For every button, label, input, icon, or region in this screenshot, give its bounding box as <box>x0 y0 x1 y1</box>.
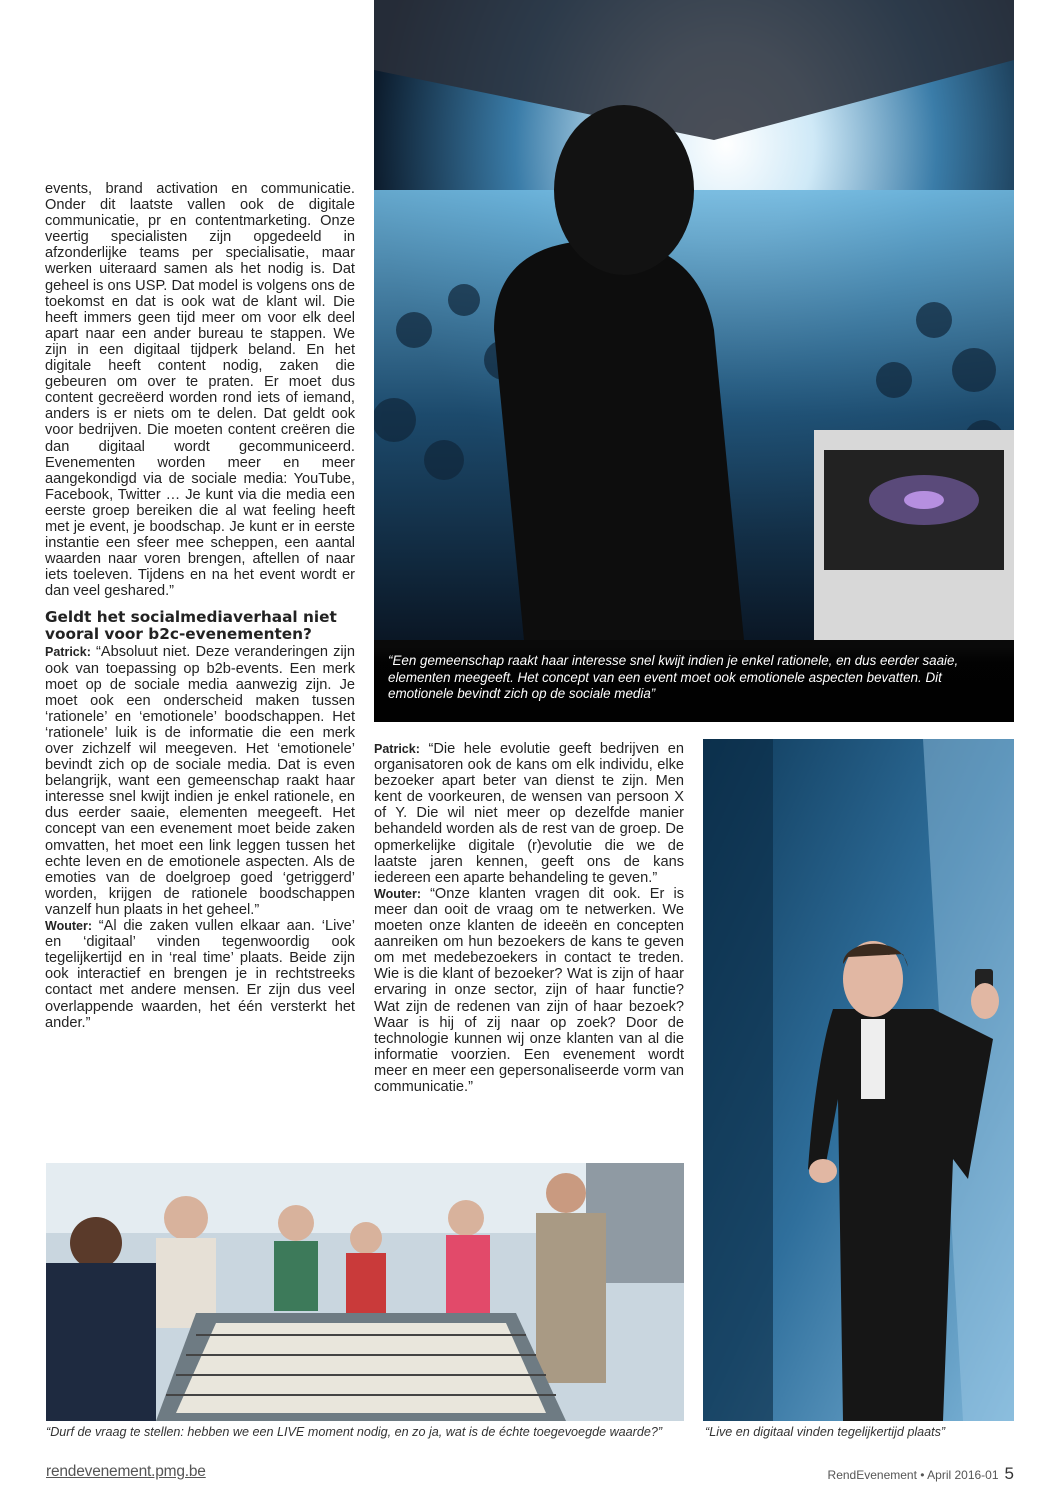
middle-column <box>374 741 684 1095</box>
speaker-label: Wouter: <box>45 919 92 934</box>
left-patrick-paragraph <box>45 644 355 918</box>
speaker-photo-caption: “Live en digitaal vinden tegelijkertijd plaats” <box>705 1425 946 1439</box>
subheading: Geldt het socialmediaverhaal niet vooral voor b2c-evenementen? <box>45 608 337 643</box>
issue-label: RendEvenement • April 2016-01 <box>827 1468 999 1482</box>
paragraph-text: “Die hele evolutie geeft bedrijven en organisatoren ook de kans om elk individu, elke bezoeker apart beter van dienst te zijn. Men kent de voorkeuren, de wensen van persoon X of Y. Die wil niet meer op dezelfde manier behandeld worden als de rest van de groep. De opmerkelijke digitale (r)evolutie die we de laatste jaren kennen, geeft ons de kans iedereen een aparte behandeling te geven.” <box>374 741 684 886</box>
footer-url-link[interactable]: rendevenement.pmg.be <box>46 1463 206 1480</box>
paragraph-text: “Absoluut niet. Deze veranderingen zijn ook van toepassing op b2b-events. Een merk moet op de sociale media aanwezig zijn. Je moet ook een onderscheid maken tussen ‘rationele’ en ‘emotionele’ boodschappen. Het ‘rationele’ luik is de informatie die een merk over zichzelf wil meegeven. Het ‘emotionele’ bevindt zich op de sociale media. Dat is even belangrijk, want een gemeenschap raakt haar interesse snel kwijt indien je enkel rationele, en dus eerder saaie, elementen meegeeft. Het concept van een evenement moet beide zaken omvatten, het moet een link leggen tussen het echte leven en de emotionele aspecten. Als de emoties van de doelgroep goed ‘getriggerd’ worden, krijgen de rationele boodschappen vanzelf hun plaats in het geheel.” <box>45 644 355 918</box>
page-number: 5 <box>1004 1464 1014 1483</box>
speaker-photo-illustration <box>703 739 1014 1421</box>
paragraph-text: “Al die zaken vullen elkaar aan. ‘Live’ en ‘digitaal’ vinden tegenwoordig ook tegelijkertijd en in ‘real time’ plaats. Beide zijn ook interactief en brengen je in rechtstreeks contact met andere mensen. Er zijn dus veel overlappende waarden, het één versterkt het ander.” <box>45 918 355 1031</box>
intro-paragraph: events, brand activation en communicatie. Onder dit laatste vallen ook de digitale communicatie, pr en contentmarketing. Onze veertig specialisten zijn opgedeeld in afzonderlijke teams per specialisatie, maar werken uiteraard samen als het nodig is. Dat geheel is ons USP. Dat model is volgens ons de toekomst en dat is ook wat de klant wil. Die heeft immers geen tijd meer om voor elk deel apart naar een ander bureau te stappen. We zijn in een digitaal tijdperk beland. En het digitale heeft content nodig, zaken die gebeuren om over te praten. Er moet dus content gecreëerd worden rond iets of iemand, anders is er niets om te delen. Dat geldt ook voor bedrijven. Die moeten content creëren die dan digitaal wordt gecommuniceerd. Evenementen worden meer en meer aangekondigd via de sociale media: YouTube, Facebook, Twitter … Je kunt via die media een eerste groep bereiken die al wat feeling heeft met je event, je boodschap. Je kunt er in eerste instantie een sfeer mee scheppen, een aantal waarden naar voren brengen, aftellen of naar iets toeleven. Tijdens en na het event wordt er dan veel geshared.” <box>45 181 355 600</box>
foosball-photo-illustration <box>46 1163 684 1421</box>
footer-issue-info <box>828 1464 1014 1484</box>
left-wouter-paragraph <box>45 918 355 1031</box>
dj-photo-illustration <box>374 0 1014 722</box>
dj-crowd-photo <box>374 0 1014 722</box>
speaker-label: Wouter: <box>374 886 421 901</box>
dj-photo-caption: “Een gemeenschap raakt haar interesse snel kwijt indien je enkel rationele, en dus eerder saaie, elementen meegeeft. Het concept van een event moet ook emotionele aspecten bevatten. Dit emotionele bevindt zich op de sociale media” <box>374 647 1014 722</box>
foosball-photo <box>46 1163 684 1421</box>
middle-patrick-paragraph <box>374 741 684 886</box>
speaker-label: Patrick: <box>45 645 91 660</box>
left-column <box>45 181 355 1031</box>
speaker-selfie-photo <box>703 739 1014 1421</box>
foosball-photo-caption: “Durf de vraag te stellen: hebben we een LIVE moment nodig, en zo ja, wat is de échte toegevoegde waarde?” <box>46 1425 663 1439</box>
speaker-label: Patrick: <box>374 742 420 756</box>
middle-wouter-paragraph <box>374 886 684 1095</box>
paragraph-text: “Onze klanten vragen dit ook. Er is meer dan ooit de vraag om te netwerken. We moeten onze klanten de ideeën en concepten aanreiken om hun bezoekers de kans te geven om met medebezoekers in contact te treden. Wie is die klant of bezoeker? Wat is zijn of haar ervaring in onze sector, zijn of haar functie? Wat zijn de redenen van zijn of haar bezoek? Waar is hij of zij naar op zoek? Door de technologie kunnen wij onze klanten van al die informatie voorzien. Een evenement wordt meer en meer een gepersonaliseerde vorm van communicatie.” <box>374 885 684 1095</box>
